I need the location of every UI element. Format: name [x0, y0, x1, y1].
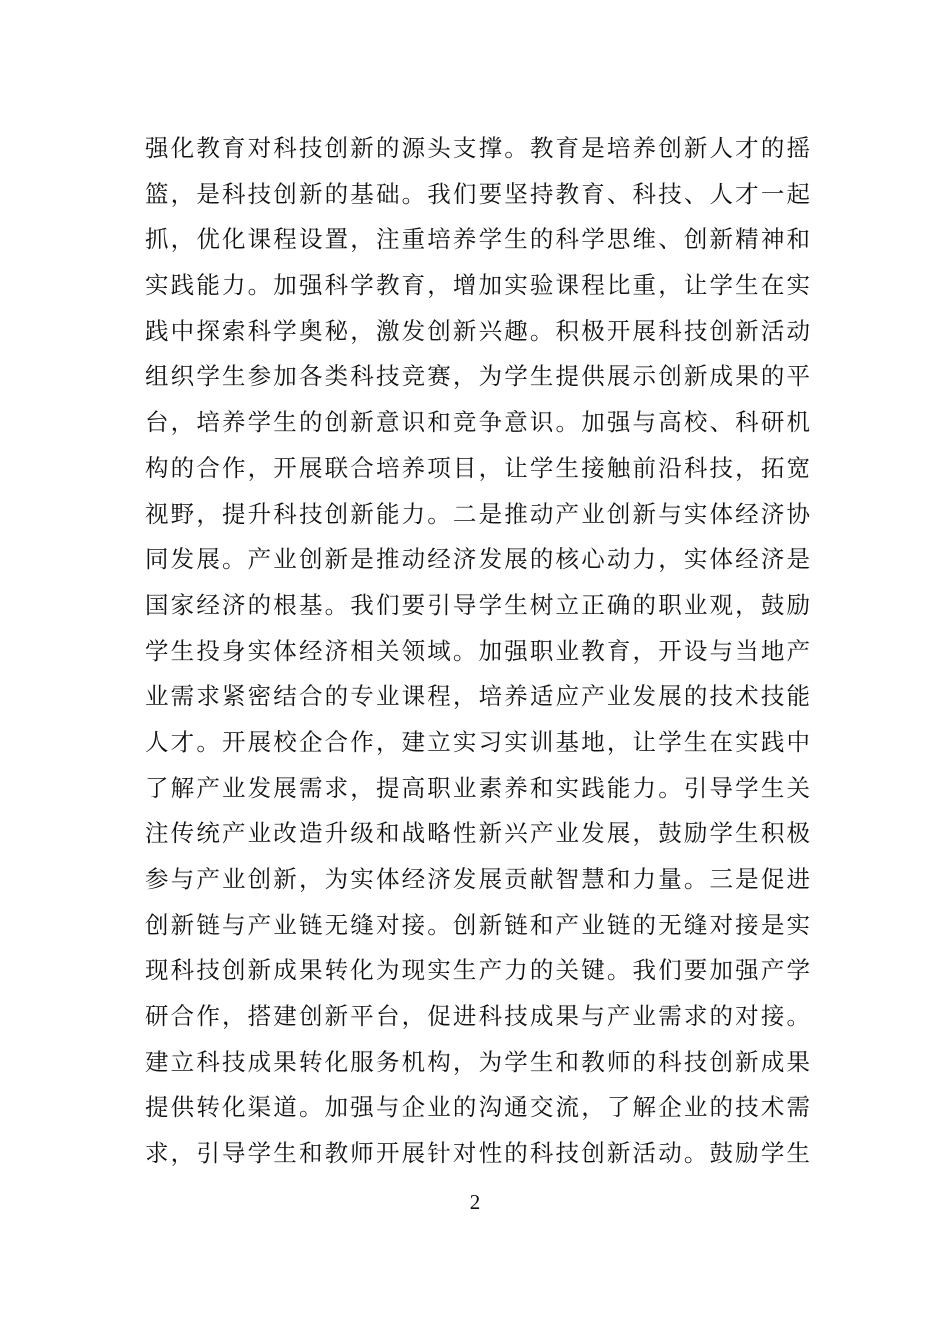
text-line: 国家经济的根基。我们要引导学生树立正确的职业观，鼓励 — [145, 590, 810, 619]
text-line: 践中探索科学奥秘，激发创新兴趣。积极开展科技创新活动 — [145, 316, 810, 345]
text-line: 台，培养学生的创新意识和竞争意识。加强与高校、科研机 — [145, 408, 810, 437]
text-line: 建立科技成果转化服务机构，为学生和教师的科技创新成果 — [145, 1047, 810, 1076]
text-line: 求，引导学生和教师开展针对性的科技创新活动。鼓励学生 — [145, 1139, 810, 1168]
text-line: 抓，优化课程设置，注重培养学生的科学思维、创新精神和 — [145, 225, 810, 254]
text-line: 业需求紧密结合的专业课程，培养适应产业发展的技术技能 — [145, 682, 810, 711]
text-line: 研合作，搭建创新平台，促进科技成果与产业需求的对接。 — [145, 1002, 810, 1031]
text-line: 构的合作，开展联合培养项目，让学生接触前沿科技，拓宽 — [145, 453, 810, 482]
text-line: 了解产业发展需求，提高职业素养和实践能力。引导学生关 — [145, 773, 810, 802]
text-line: 视野，提升科技创新能力。二是推动产业创新与实体经济协 — [145, 499, 810, 528]
text-line: 强化教育对科技创新的源头支撑。教育是培养创新人才的摇 — [145, 134, 810, 162]
body-text — [145, 126, 810, 1177]
text-line: 参与产业创新，为实体经济发展贡献智慧和力量。三是促进 — [145, 865, 810, 893]
text-line: 创新链与产业链无缝对接。创新链和产业链的无缝对接是实 — [145, 910, 810, 939]
text-line: 组织学生参加各类科技竞赛，为学生提供展示创新成果的平 — [145, 362, 810, 391]
text-line: 注传统产业改造升级和战略性新兴产业发展，鼓励学生积极 — [145, 819, 810, 848]
text-line: 同发展。产业创新是推动经济发展的核心动力，实体经济是 — [145, 545, 810, 574]
text-line: 现科技创新成果转化为现实生产力的关键。我们要加强产学 — [145, 956, 810, 985]
page-number: 2 — [469, 1190, 481, 1214]
text-line: 人才。开展校企合作，建立实习实训基地，让学生在实践中 — [145, 727, 810, 756]
text-line: 实践能力。加强科学教育，增加实验课程比重，让学生在实 — [145, 271, 810, 300]
text-line: 篮，是科技创新的基础。我们要坚持教育、科技、人才一起 — [145, 179, 810, 208]
text-line: 学生投身实体经济相关领域。加强职业教育，开设与当地产 — [145, 636, 810, 665]
text-line: 提供转化渠道。加强与企业的沟通交流，了解企业的技术需 — [145, 1093, 810, 1122]
